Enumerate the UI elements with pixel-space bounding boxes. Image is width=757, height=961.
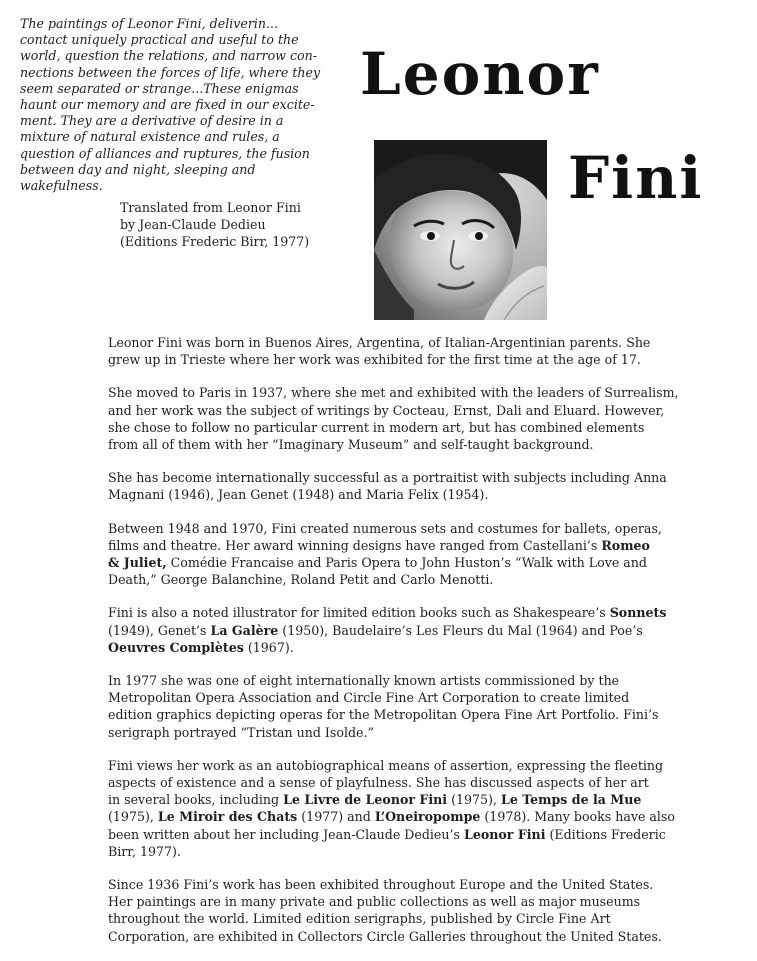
intro-quote xyxy=(20,16,321,194)
text-line: from all of them with her “Imaginary Museum” and self-taught background. xyxy=(108,437,594,453)
paragraph-portraitist xyxy=(108,469,667,503)
text-line: grew up in Trieste where her work was exhibited for the first time at the age of 17. xyxy=(108,352,641,368)
book-title: Oeuvres Complètes xyxy=(108,639,244,655)
credit-line: (Editions Frederic Birr, 1977) xyxy=(120,234,310,249)
book-title: & Juliet, xyxy=(108,555,167,571)
paragraph-sets-costumes xyxy=(108,520,662,589)
paragraph-illustrator xyxy=(108,604,667,656)
quote-line: ment. They are a derivative of desire in a xyxy=(20,113,284,129)
text-run: (1978). Many books have also xyxy=(480,809,676,825)
text-line: Corporation, are exhibited in Collectors Circle Galleries throughout the United States. xyxy=(108,928,662,944)
text-run: Fini is also a noted illustrator for limited edition books such as Shakespeare’s xyxy=(108,605,606,621)
text-run: (Editions Frederic xyxy=(545,826,666,842)
text-run: (1949), Genet’s xyxy=(108,622,207,638)
book-title: Leonor Fini xyxy=(463,826,546,842)
text-line: serigraph portrayed “Tristan und Isolde.” xyxy=(108,724,374,740)
book-title: Le Temps de la Mue xyxy=(500,792,642,808)
translation-credit xyxy=(120,199,309,250)
text-line xyxy=(108,808,676,825)
text-line: aspects of existence and a sense of playfulness. She has discussed aspects of her art xyxy=(108,775,649,791)
paragraph-birth xyxy=(108,334,651,368)
quote-line: question of alliances and ruptures, the fusion xyxy=(20,145,310,161)
text-line: Death,” George Balanchine, Roland Petit and Carlo Menotti. xyxy=(108,572,494,588)
book-title: Le Miroir des Chats xyxy=(157,809,298,825)
text-line: Since 1936 Fini’s work has been exhibited throughout Europe and the United States. xyxy=(108,877,654,893)
text-line: Fini views her work as an autobiographical means of assertion, expressing the fleeting xyxy=(108,757,664,773)
text-line: Her paintings are in many private and public collections as well as major museums xyxy=(108,894,641,910)
text-line xyxy=(108,826,666,843)
quote-line: contact uniquely practical and useful to the xyxy=(20,32,299,48)
text-run: (1977) and xyxy=(297,809,371,825)
text-line: She moved to Paris in 1937, where she met and exhibited with the leaders of Surrealism, xyxy=(108,385,679,401)
text-line xyxy=(108,604,667,621)
text-run: films and theatre. Her award winning designs have ranged from Castellani’s xyxy=(108,537,598,553)
text-line xyxy=(108,791,642,808)
text-line xyxy=(108,537,650,554)
text-line: Birr, 1977). xyxy=(108,843,181,859)
biography xyxy=(108,334,679,961)
quote-line: between day and night, sleeping and xyxy=(20,161,256,177)
title-first-name: Leonor xyxy=(360,40,600,108)
book-title: Romeo xyxy=(601,537,650,553)
text-line: Metropolitan Opera Association and Circle Fine Art Corporation to create limited xyxy=(108,690,630,706)
paragraph-books xyxy=(108,757,676,860)
text-run: (1950), Baudelaire’s Les Fleurs du Mal (1964) and Poe’s xyxy=(278,622,643,638)
paragraph-metropolitan-opera xyxy=(108,672,659,741)
quote-line: seem separated or strange...These enigmas xyxy=(20,80,299,96)
quote-line: mixture of natural existence and rules, a xyxy=(20,129,280,145)
quote-line: wakefulness. xyxy=(20,178,103,194)
credit-line: Translated from Leonor Fini xyxy=(120,200,301,215)
text-line: Between 1948 and 1970, Fini created numerous sets and costumes for ballets, operas, xyxy=(108,520,662,536)
book-title: Sonnets xyxy=(609,605,667,621)
title-last-name: Fini xyxy=(568,144,704,212)
paragraph-paris xyxy=(108,384,679,453)
book-title: La Galère xyxy=(210,622,279,638)
text-line: and her work was the subject of writings by Cocteau, Ernst, Dali and Eluard. However, xyxy=(108,402,665,418)
text-line xyxy=(108,622,643,639)
quote-line: The paintings of Leonor Fini, deliverin... xyxy=(20,16,278,31)
text-line xyxy=(108,554,647,571)
text-run: been written about her including Jean-Claude Dedieu’s xyxy=(108,826,460,842)
text-line: edition graphics depicting operas for the Metropolitan Opera Fine Art Portfolio. Fini’s xyxy=(108,707,659,723)
text-line xyxy=(108,639,628,656)
quote-line: haunt our memory and are fixed in our excite- xyxy=(20,97,315,113)
portrait-photo xyxy=(374,140,547,320)
text-line: Magnani (1946), Jean Genet (1948) and Maria Felix (1954). xyxy=(108,487,489,503)
text-run: (1975), xyxy=(447,792,497,808)
text-line: Leonor Fini was born in Buenos Aires, Argentina, of Italian-Argentinian parents. She xyxy=(108,335,651,350)
text-line: throughout the world. Limited edition serigraphs, published by Circle Fine Art xyxy=(108,911,611,927)
book-title: L’Oneiropompe xyxy=(374,809,481,825)
text-line: In 1977 she was one of eight internationally known artists commissioned by the xyxy=(108,673,620,689)
quote-line: world, question the relations, and narrow con- xyxy=(20,48,317,64)
text-run: (1967). xyxy=(243,639,294,655)
book-title: Le Livre de Leonor Fini xyxy=(283,792,448,808)
text-run: (1975), xyxy=(108,809,154,825)
text-line: she chose to follow no particular current in modern art, but has combined elements xyxy=(108,419,645,435)
credit-line: by Jean-Claude Dedieu xyxy=(120,217,266,232)
text-run: Comédie Francaise and Paris Opera to John Huston’s “Walk with Love and xyxy=(166,555,647,571)
paragraph-exhibitions xyxy=(108,876,662,945)
text-run: in several books, including xyxy=(108,792,280,808)
text-line: She has become internationally successful as a portraitist with subjects including Anna xyxy=(108,470,667,486)
quote-line: nections between the forces of life, where they xyxy=(20,64,321,80)
